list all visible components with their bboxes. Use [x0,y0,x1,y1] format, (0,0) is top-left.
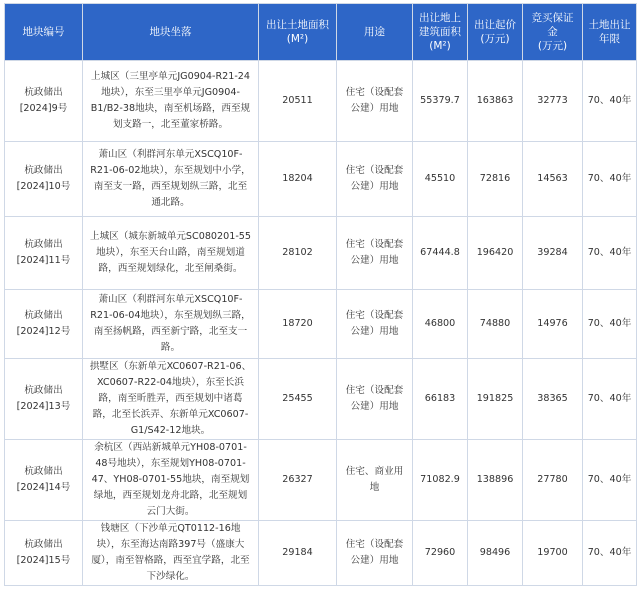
header-location: 地块坐落 [83,4,259,61]
land-auction-table [4,3,637,586]
parcel-id-cell: 杭政储出 [2024]9号 [5,61,83,142]
building-area-cell: 67444.8 [413,217,468,290]
table-row [5,290,637,359]
location-cell: 钱塘区（下沙单元QT0112-16地块），东至海达南路397号（盛康大厦），南至智格路，西至宜学路，北至下沙绿化。 [83,521,259,586]
use-cell: 住宅（设配套 公建）用地 [337,521,413,586]
deposit-cell: 19700 [523,521,583,586]
header-term: 土地出让 年限 [583,4,637,61]
land-area-cell: 28102 [259,217,337,290]
location-cell: 余杭区（西站新城单元YH08-0701-48号地块），东至规划YH08-0701-47、YH08-0701-55地块，南至规划绿地，西至规划龙舟北路，北至规划云门大街。 [83,440,259,521]
header-start-price: 出让起价 (万元) [468,4,523,61]
deposit-cell: 39284 [523,217,583,290]
start-price-cell: 72816 [468,142,523,217]
use-cell: 住宅（设配套 公建）用地 [337,359,413,440]
building-area-cell: 55379.7 [413,61,468,142]
building-area-cell: 71082.9 [413,440,468,521]
table-row [5,440,637,521]
term-cell: 70、40年 [583,521,637,586]
use-cell: 住宅（设配套 公建）用地 [337,217,413,290]
land-area-cell: 20511 [259,61,337,142]
start-price-cell: 138896 [468,440,523,521]
location-cell: 上城区（城东新城单元SC080201-55地块），东至天台山路，南至规划道路，西至规划绿化，北至闸桑街。 [83,217,259,290]
parcel-id-cell: 杭政储出 [2024]10号 [5,142,83,217]
deposit-cell: 32773 [523,61,583,142]
parcel-id-cell: 杭政储出 [2024]13号 [5,359,83,440]
table-row [5,359,637,440]
table-row [5,217,637,290]
location-cell: 萧山区（利群河东单元XSCQ10F-R21-06-02地块），东至规划中小学，南至支一路，西至规划纵三路，北至通北路。 [83,142,259,217]
location-cell: 拱墅区（东新单元XC0607-R21-06、XC0607-R22-04地块），东至长浜路，南至昕胜弄，西至规划中诸葛路，北至长浜弄、东新单元XC0607-G1/S42-12地块。 [83,359,259,440]
header-building-area: 出让地上 建筑面积 (M²) [413,4,468,61]
building-area-cell: 45510 [413,142,468,217]
term-cell: 70、40年 [583,290,637,359]
deposit-cell: 14563 [523,142,583,217]
land-area-cell: 18720 [259,290,337,359]
building-area-cell: 66183 [413,359,468,440]
start-price-cell: 74880 [468,290,523,359]
header-land-area: 出让土地面积 (M²) [259,4,337,61]
land-area-cell: 25455 [259,359,337,440]
use-cell: 住宅（设配套 公建）用地 [337,61,413,142]
land-area-cell: 29184 [259,521,337,586]
use-cell: 住宅（设配套 公建）用地 [337,290,413,359]
term-cell: 70、40年 [583,142,637,217]
deposit-cell: 27780 [523,440,583,521]
parcel-id-cell: 杭政储出 [2024]14号 [5,440,83,521]
land-area-cell: 26327 [259,440,337,521]
building-area-cell: 72960 [413,521,468,586]
term-cell: 70、40年 [583,217,637,290]
start-price-cell: 98496 [468,521,523,586]
parcel-id-cell: 杭政储出 [2024]11号 [5,217,83,290]
start-price-cell: 191825 [468,359,523,440]
term-cell: 70、40年 [583,440,637,521]
term-cell: 70、40年 [583,61,637,142]
term-cell: 70、40年 [583,359,637,440]
parcel-id-cell: 杭政储出 [2024]12号 [5,290,83,359]
table-row [5,142,637,217]
use-cell: 住宅（设配套 公建）用地 [337,142,413,217]
deposit-cell: 14976 [523,290,583,359]
location-cell: 上城区（三里亭单元JG0904-R21-24地块），东至三里亭单元JG0904-B1/B2-38地块，南至机场路，西至规划支路一，北至董家桥路。 [83,61,259,142]
parcel-id-cell: 杭政储出 [2024]15号 [5,521,83,586]
table-row [5,521,637,586]
header-parcel-id: 地块编号 [5,4,83,61]
start-price-cell: 196420 [468,217,523,290]
table-header-row [5,4,637,61]
building-area-cell: 46800 [413,290,468,359]
use-cell: 住宅、商业用 地 [337,440,413,521]
location-cell: 萧山区（利群河东单元XSCQ10F-R21-06-04地块），东至规划纵三路，南至扬帆路，西至新宁路，北至支一路。 [83,290,259,359]
deposit-cell: 38365 [523,359,583,440]
start-price-cell: 163863 [468,61,523,142]
land-area-cell: 18204 [259,142,337,217]
header-deposit: 竞买保证金 (万元) [523,4,583,61]
header-use: 用途 [337,4,413,61]
table-row [5,61,637,142]
